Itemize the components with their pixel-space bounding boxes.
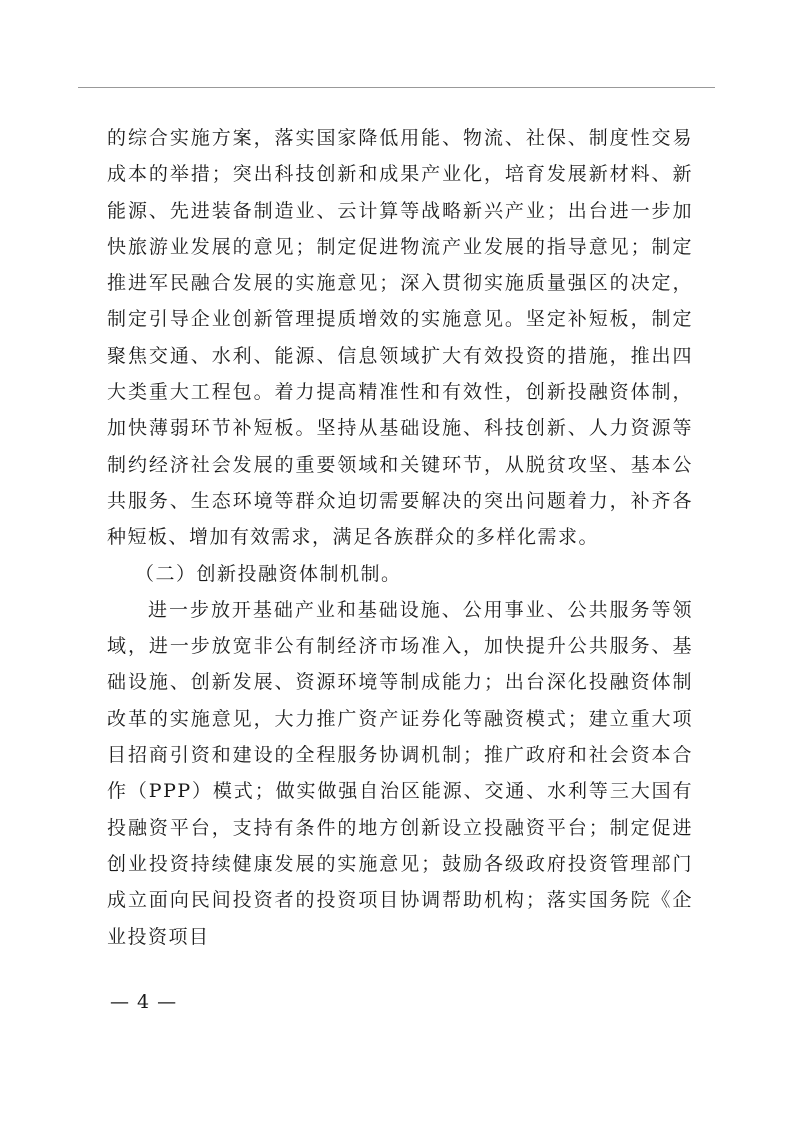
header-rule [78,87,715,88]
page-number: — 4 — [110,991,178,1013]
body-paragraph-2: 进一步放开基础产业和基础设施、公用事业、公共服务等领域，进一步放宽非公有制经济市场准入，加快提升公共服务、基础设施、创新发展、资源环境等制成能力；出台深化投融资体制改革的实施意见，大力推广资产证券化等融资模式；建立重大项目招商引资和建设的全程服务协调机制；推广政府和社会资本合作（PPP）模式；做实做强自治区能源、交通、水利等三大国有投融资平台，支持有条件的地方创新设立投融资平台；制定促进创业投资持续健康发展的实施意见；鼓励各级政府投资管理部门成立面向民间投资者的投资项目协调帮助机构；落实国务院《企业投资项目 [107,598,693,948]
document-body [107,120,693,955]
body-paragraph-1: 的综合实施方案，落实国家降低用能、物流、社保、制度性交易成本的举措；突出科技创新和成果产业化，培育发展新材料、新能源、先进装备制造业、云计算等战略新兴产业；出台进一步加快旅游业发展的意见；制定促进物流产业发展的指导意见；制定推进军民融合发展的实施意见；深入贯彻实施质量强区的决定，制定引导企业创新管理提质增效的实施意见。坚定补短板，制定聚焦交通、水利、能源、信息领域扩大有效投资的措施，推出四大类重大工程包。着力提高精准性和有效性，创新投融资体制，加快薄弱环节补短板。坚持从基础设施、科技创新、人力资源等制约经济社会发展的重要领域和关键环节，从脱贫攻坚、基本公共服务、生态环境等群众迫切需要解决的突出问题着力，补齐各种短板、增加有效需求，满足各族群众的多样化需求。 [107,127,693,549]
section-heading: （二）创新投融资体制机制。 [135,562,402,585]
